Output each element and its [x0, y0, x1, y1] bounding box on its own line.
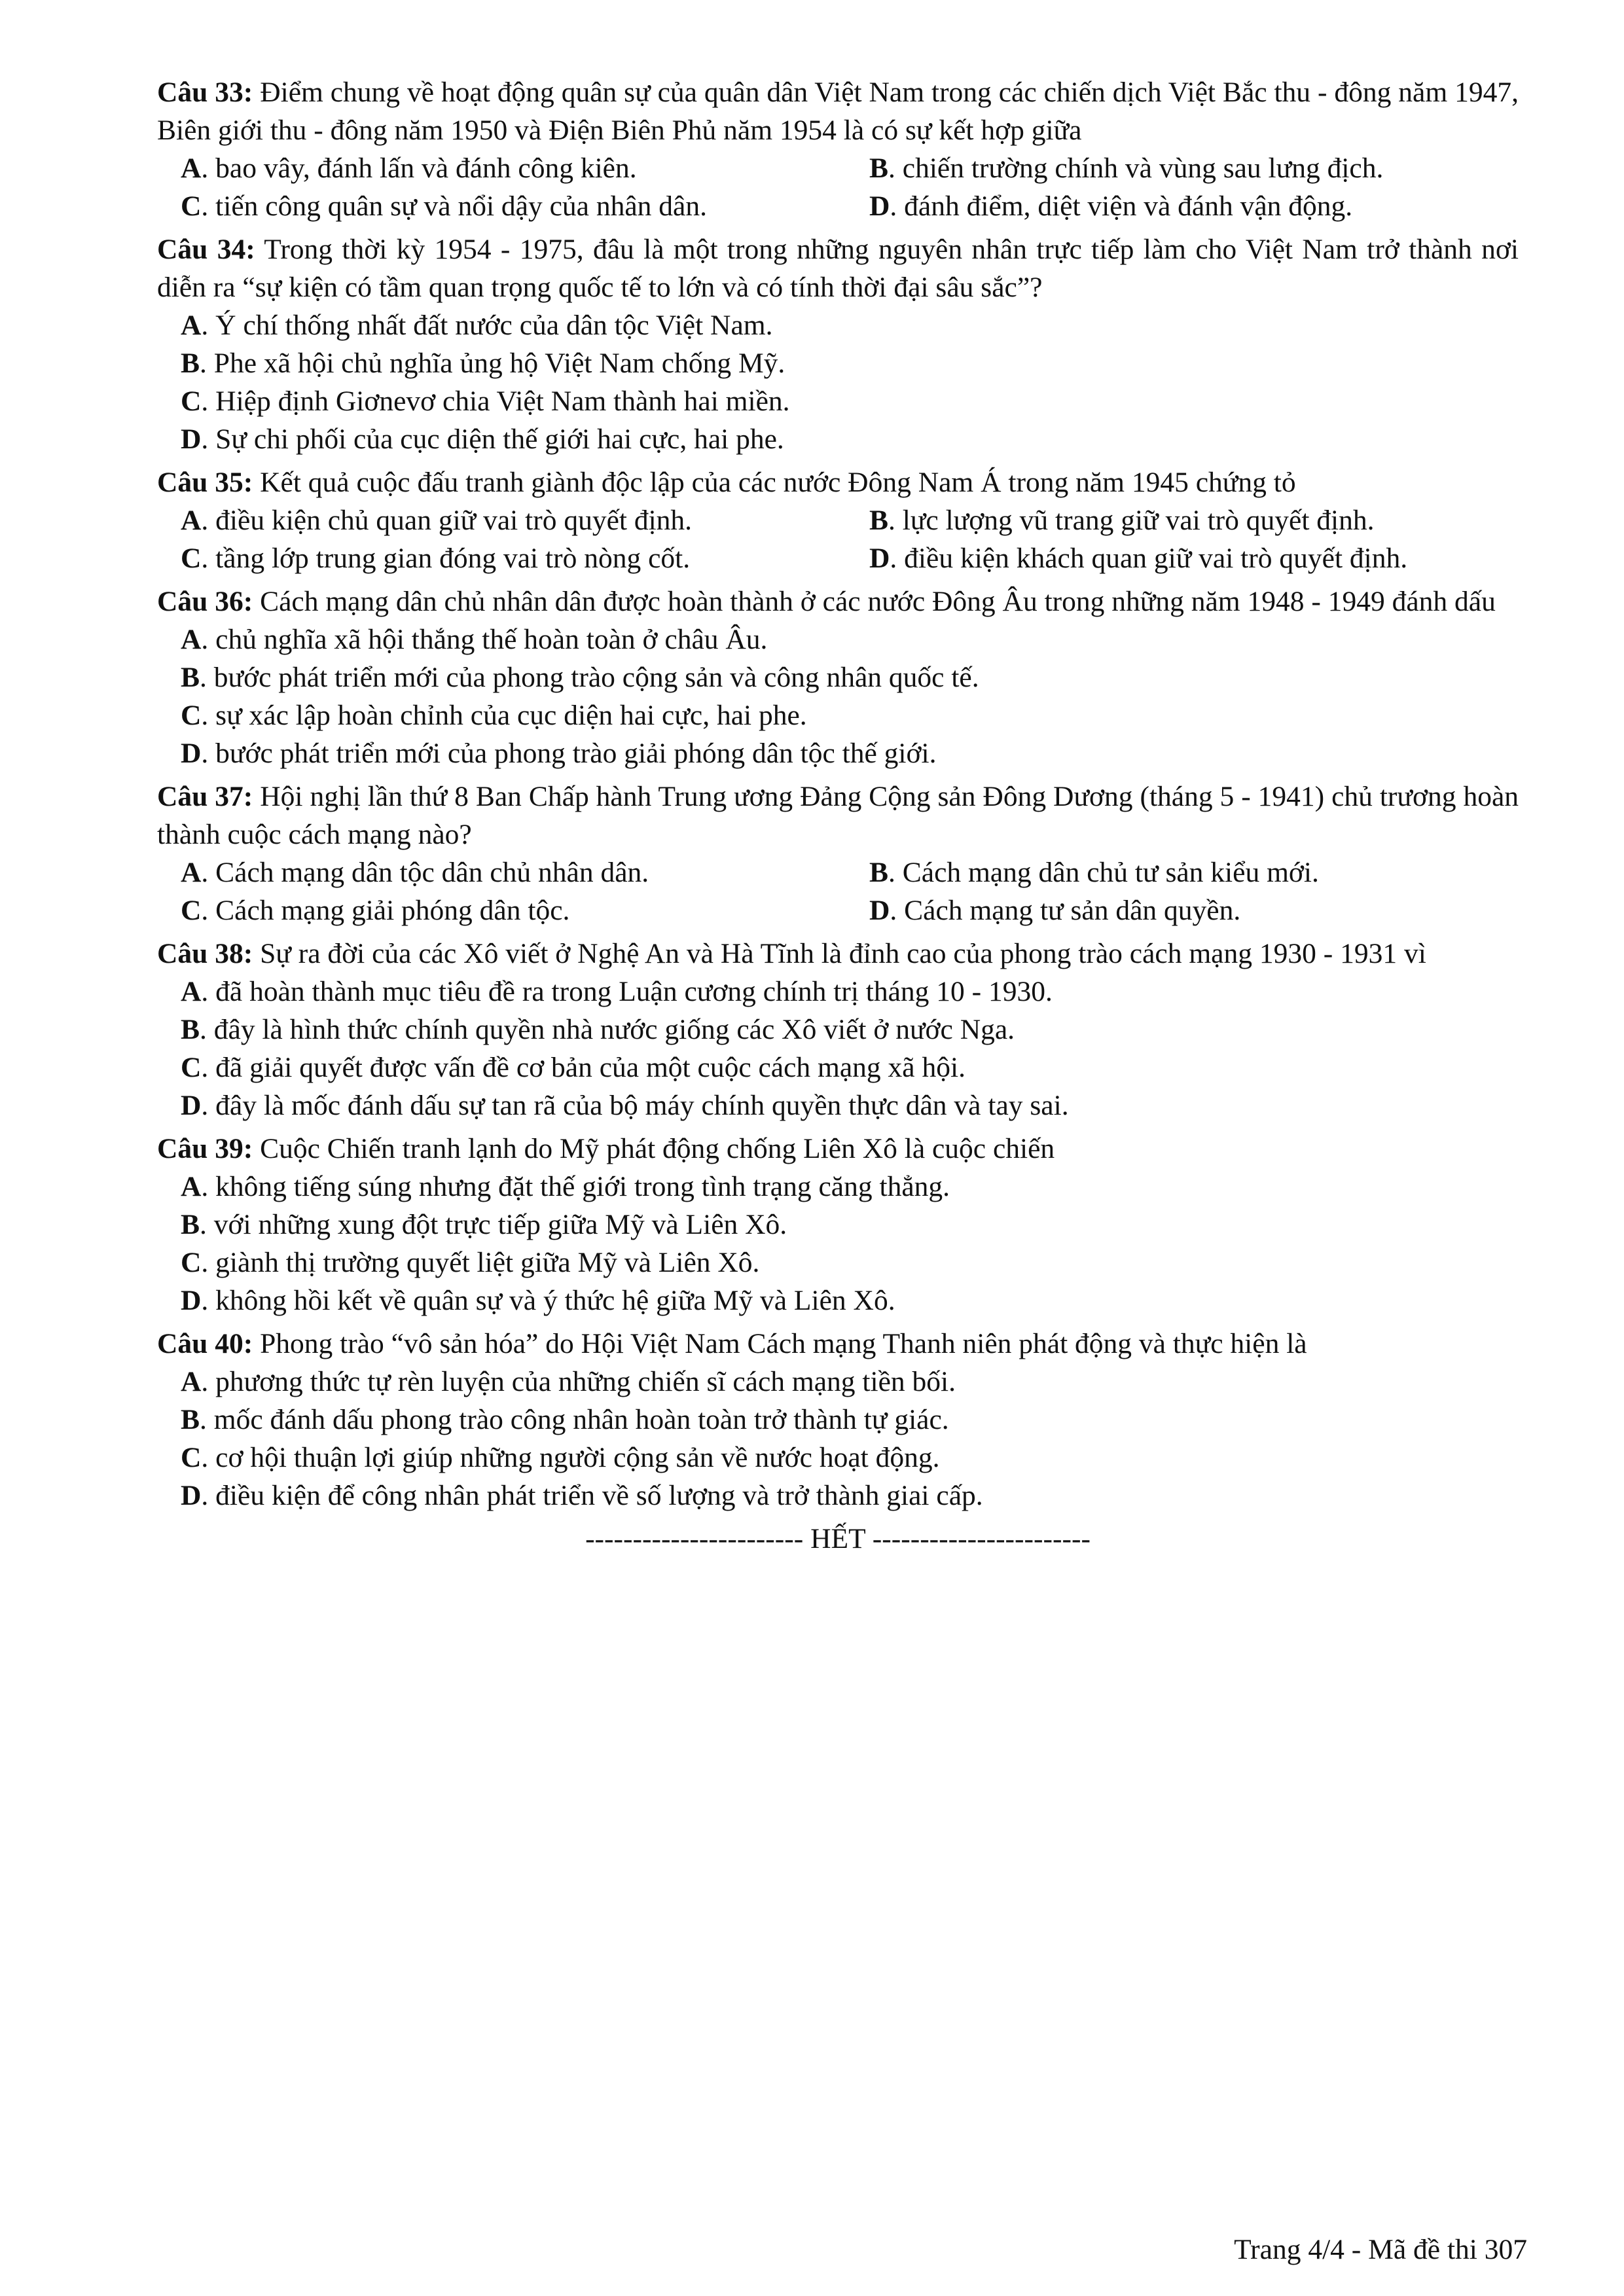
answer-option-b [181, 344, 1519, 382]
answer-option-d [869, 187, 1542, 225]
exam-page [157, 73, 1519, 1558]
option-letter: D [869, 543, 890, 574]
option-text: . đã hoàn thành mục tiêu đề ra trong Luận cương chính trị tháng 10 - 1930. [201, 976, 1053, 1007]
answer-option-c [181, 891, 869, 929]
answer-option-d [181, 1477, 1519, 1515]
option-text: . bao vây, đánh lấn và đánh công kiên. [201, 152, 637, 184]
option-text: . Phe xã hội chủ nghĩa ủng hộ Việt Nam chống Mỹ. [200, 348, 785, 379]
question-text: Hội nghị lần thứ 8 Ban Chấp hành Trung ương Đảng Cộng sản Đông Dương (tháng 5 - 1941) chủ trương hoàn thành cuộc cách mạng nào? [157, 781, 1519, 850]
option-letter: A [181, 505, 202, 536]
option-letter: C [181, 1442, 202, 1473]
answer-options [157, 973, 1519, 1124]
answer-option-d [181, 1086, 1519, 1124]
option-text: . đây là mốc đánh dấu sự tan rã của bộ máy chính quyền thực dân và tay sai. [201, 1090, 1069, 1121]
question-text: Điểm chung về hoạt động quân sự của quân dân Việt Nam trong các chiến dịch Việt Bắc thu - đông năm 1947, Biên giới thu - đông năm 1950 và Điện Biên Phủ năm 1954 là có sự kết hợp giữa [157, 77, 1519, 146]
option-text: . điều kiện khách quan giữ vai trò quyết định. [890, 543, 1408, 574]
answer-option-a [181, 1168, 1519, 1206]
option-letter: B [869, 857, 889, 888]
question-text: Kết quả cuộc đấu tranh giành độc lập của các nước Đông Nam Á trong năm 1945 chứng tỏ [260, 467, 1296, 498]
option-text: . Cách mạng dân tộc dân chủ nhân dân. [201, 857, 649, 888]
option-text: . bước phát triển mới của phong trào cộng sản và công nhân quốc tế. [200, 662, 979, 693]
option-letter: D [181, 1090, 202, 1121]
answer-option-a [181, 149, 869, 187]
question-stem [157, 935, 1519, 973]
option-text: . phương thức tự rèn luyện của những chiến sĩ cách mạng tiền bối. [201, 1366, 956, 1397]
answer-option-a [181, 501, 869, 539]
option-text: . Ý chí thống nhất đất nước của dân tộc Việt Nam. [201, 310, 773, 341]
answer-option-d [181, 1282, 1519, 1319]
question-number: Câu 36: [157, 586, 253, 617]
option-letter: B [869, 505, 889, 536]
option-letter: B [181, 1014, 200, 1045]
option-letter: C [181, 190, 202, 222]
option-letter: C [181, 895, 202, 926]
question-text: Cuộc Chiến tranh lạnh do Mỹ phát động chống Liên Xô là cuộc chiến [260, 1133, 1055, 1164]
option-text: . với những xung đột trực tiếp giữa Mỹ và Liên Xô. [200, 1209, 787, 1240]
option-text: . điều kiện để công nhân phát triển về số lượng và trở thành giai cấp. [201, 1480, 983, 1511]
question-block [157, 463, 1519, 577]
answer-option-a [181, 973, 1519, 1011]
option-letter: C [181, 1052, 202, 1083]
question-block [157, 583, 1519, 772]
question-number: Câu 39: [157, 1133, 253, 1164]
question-block [157, 935, 1519, 1124]
question-number: Câu 33: [157, 77, 253, 108]
answer-option-d [869, 539, 1542, 577]
answer-option-b [869, 501, 1542, 539]
option-letter: A [181, 976, 202, 1007]
option-text: . không tiếng súng nhưng đặt thế giới trong tình trạng căng thẳng. [201, 1171, 950, 1202]
option-letter: A [181, 1366, 202, 1397]
answer-option-c [181, 539, 869, 577]
answer-option-a [181, 1363, 1519, 1401]
option-letter: A [181, 152, 202, 184]
option-text: . điều kiện chủ quan giữ vai trò quyết định. [201, 505, 693, 536]
answer-option-b [181, 1011, 1519, 1049]
answer-option-c [181, 1439, 1519, 1477]
answer-option-b [181, 1206, 1519, 1244]
question-block [157, 1130, 1519, 1319]
question-list [157, 73, 1519, 1515]
answer-option-c [181, 696, 1519, 734]
answer-option-b [181, 658, 1519, 696]
question-stem [157, 1325, 1519, 1363]
question-block [157, 73, 1519, 225]
answer-options [157, 501, 1519, 577]
answer-option-a [181, 853, 869, 891]
option-text: . giành thị trường quyết liệt giữa Mỹ và Liên Xô. [201, 1247, 760, 1278]
answer-option-d [181, 734, 1519, 772]
question-stem [157, 778, 1519, 853]
answer-option-b [869, 853, 1542, 891]
answer-option-d [181, 420, 1519, 458]
option-text: . đã giải quyết được vấn đề cơ bản của một cuộc cách mạng xã hội. [201, 1052, 965, 1083]
option-text: . lực lượng vũ trang giữ vai trò quyết định. [888, 505, 1375, 536]
answer-options [157, 620, 1519, 772]
answer-option-a [181, 620, 1519, 658]
option-letter: A [181, 624, 202, 655]
answer-options [157, 1168, 1519, 1319]
option-letter: A [181, 857, 202, 888]
question-block [157, 230, 1519, 458]
option-text: . Sự chi phối của cục diện thế giới hai cực, hai phe. [201, 423, 784, 455]
option-text: . chiến trường chính và vùng sau lưng địch. [888, 152, 1384, 184]
question-number: Câu 38: [157, 938, 253, 969]
question-text: Sự ra đời của các Xô viết ở Nghệ An và Hà Tĩnh là đỉnh cao của phong trào cách mạng 1930 - 1931 vì [260, 938, 1426, 969]
option-letter: D [181, 1285, 202, 1316]
option-text: . cơ hội thuận lợi giúp những người cộng sản về nước hoạt động. [201, 1442, 940, 1473]
option-letter: C [181, 543, 202, 574]
option-text: . Hiệp định Giơnevơ chia Việt Nam thành hai miền. [201, 386, 790, 417]
option-text: . không hồi kết về quân sự và ý thức hệ giữa Mỹ và Liên Xô. [201, 1285, 895, 1316]
answer-option-d [869, 891, 1542, 929]
option-letter: A [181, 310, 202, 341]
question-number: Câu 40: [157, 1328, 253, 1359]
question-number: Câu 35: [157, 467, 253, 498]
option-letter: D [181, 1480, 202, 1511]
answer-option-c [181, 382, 1519, 420]
option-text: . đây là hình thức chính quyền nhà nước giống các Xô viết ở nước Nga. [200, 1014, 1015, 1045]
answer-option-b [869, 149, 1542, 187]
answer-option-b [181, 1401, 1519, 1439]
option-text: . Cách mạng dân chủ tư sản kiểu mới. [888, 857, 1319, 888]
option-letter: B [181, 1404, 200, 1435]
option-text: . tầng lớp trung gian đóng vai trò nòng cốt. [201, 543, 691, 574]
option-text: . sự xác lập hoàn chỉnh của cục diện hai cực, hai phe. [201, 700, 807, 731]
answer-option-a [181, 306, 1519, 344]
question-stem [157, 230, 1519, 306]
option-letter: B [869, 152, 889, 184]
page-footer: Trang 4/4 - Mã đề thi 307 [1234, 2234, 1527, 2265]
option-letter: D [181, 423, 202, 455]
answer-option-c [181, 1049, 1519, 1086]
answer-options [157, 149, 1519, 225]
option-letter: B [181, 662, 200, 693]
question-stem [157, 73, 1519, 149]
option-letter: D [181, 738, 202, 769]
question-block [157, 778, 1519, 929]
question-stem [157, 1130, 1519, 1168]
question-stem [157, 583, 1519, 620]
option-letter: A [181, 1171, 202, 1202]
option-letter: C [181, 700, 202, 731]
question-text: Phong trào “vô sản hóa” do Hội Việt Nam Cách mạng Thanh niên phát động và thực hiện là [260, 1328, 1307, 1359]
answer-option-c [181, 1244, 1519, 1282]
option-letter: C [181, 386, 202, 417]
end-marker: ----------------------- HẾT ----------------------- [585, 1523, 1091, 1554]
question-number: Câu 37: [157, 781, 253, 812]
option-letter: B [181, 348, 200, 379]
answer-option-c [181, 187, 869, 225]
answer-options [157, 306, 1519, 458]
answer-options [157, 1363, 1519, 1515]
option-text: . bước phát triển mới của phong trào giải phóng dân tộc thế giới. [201, 738, 937, 769]
option-text: . Cách mạng tư sản dân quyền. [890, 895, 1241, 926]
option-letter: C [181, 1247, 202, 1278]
option-letter: D [869, 190, 890, 222]
option-text: . tiến công quân sự và nổi dậy của nhân dân. [201, 190, 707, 222]
question-text: Cách mạng dân chủ nhân dân được hoàn thành ở các nước Đông Âu trong những năm 1948 - 1949 đánh dấu [260, 586, 1496, 617]
option-letter: B [181, 1209, 200, 1240]
option-text: . Cách mạng giải phóng dân tộc. [201, 895, 570, 926]
question-block [157, 1325, 1519, 1515]
option-letter: D [869, 895, 890, 926]
question-number: Câu 34: [157, 234, 255, 265]
option-text: . đánh điểm, diệt viện và đánh vận động. [890, 190, 1353, 222]
question-stem [157, 463, 1519, 501]
option-text: . chủ nghĩa xã hội thắng thế hoàn toàn ở châu Âu. [201, 624, 768, 655]
answer-options [157, 853, 1519, 929]
question-text: Trong thời kỳ 1954 - 1975, đâu là một trong những nguyên nhân trực tiếp làm cho Việt Nam trở thành nơi diễn ra “sự kiện có tầm quan trọng quốc tế to lớn và có tính thời đại sâu sắc”? [157, 234, 1519, 303]
option-text: . mốc đánh dấu phong trào công nhân hoàn toàn trở thành tự giác. [200, 1404, 949, 1435]
